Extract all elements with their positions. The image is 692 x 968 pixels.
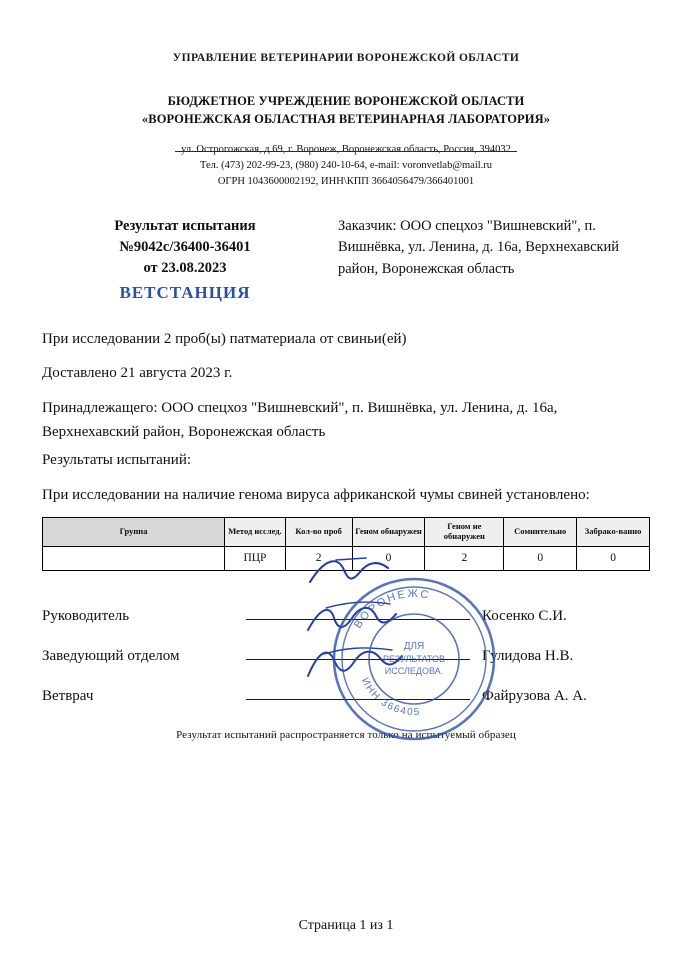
institution-line-2: «ВОРОНЕЖСКАЯ ОБЛАСТНАЯ ВЕТЕРИНАРНАЯ ЛАБОРАТОРИЯ» (141, 112, 551, 127)
registration-line: ОГРН 1043600002192, ИНН\КПП 3664056479/366401001 (217, 175, 475, 187)
address-block (42, 142, 650, 189)
table-header-row (43, 517, 650, 546)
footnote: Результат испытаний распространяется только на испытуемый образец (176, 728, 516, 741)
svg-text:ИССЛЕДОВА.: ИССЛЕДОВА. (384, 666, 444, 676)
column-header-rejected: Забрако-ванно (577, 517, 650, 546)
table-row (43, 546, 650, 570)
results-label: Результаты испытаний: (42, 452, 192, 469)
signature-name-head: Косенко С.И. (482, 607, 567, 624)
cell-method: ПЦР (225, 546, 286, 570)
cell-group (43, 546, 225, 570)
column-header-doubtful: Сомнительно (504, 517, 577, 546)
title-line-3: от 23.08.2023 (143, 259, 227, 276)
column-header-samples: Кол-во проб (285, 517, 352, 546)
owner-line: Принадлежащего: ООО спецхоз "Вишневский", п. Вишнёвка, ул. Ленина, д. 16а, Верхнехавский район, Воронежская область (42, 399, 558, 441)
signature-role-vet: Ветврач (42, 687, 94, 704)
cell-samples: 2 (285, 546, 352, 570)
address-line (181, 142, 511, 158)
body-text (42, 327, 650, 507)
authority-line: УПРАВЛЕНИЕ ВЕТЕРИНАРИИ ВОРОНЕЖСКОЙ ОБЛАСТИ (172, 52, 520, 64)
results-table (42, 517, 650, 571)
institution-line-1: БЮДЖЕТНОЕ УЧРЕЖДЕНИЕ ВОРОНЕЖСКОЙ ОБЛАСТИ (167, 94, 525, 108)
svg-text:ВОРОНЕЖС: ВОРОНЕЖС (351, 587, 432, 631)
title-block (42, 216, 328, 306)
cell-detected: 0 (352, 546, 425, 570)
sample-line: При исследовании 2 проб(ы) патматериала от свиньи(ей) (42, 331, 407, 348)
column-header-method: Метод исслед. (225, 517, 286, 546)
title-customer-row (42, 216, 650, 306)
round-official-stamp (330, 575, 498, 743)
cell-not-detected: 2 (425, 546, 504, 570)
title-line-1: Результат испытания (114, 217, 256, 234)
column-header-group: Группа (43, 517, 225, 546)
signature-role-department: Заведующий отделом (42, 647, 180, 664)
institution-block (42, 92, 650, 128)
signature-role-head: Руководитель (42, 607, 130, 624)
investigation-line: При исследовании на наличие генома вируса африканской чумы свиней установлено: (42, 486, 590, 503)
cell-doubtful: 0 (504, 546, 577, 570)
column-header-not-detected: Геном не обнаружен (425, 517, 504, 546)
title-line-2: №9042с/36400-36401 (119, 238, 251, 255)
signature-name-department: Гулидова Н.В. (482, 647, 574, 664)
signature-name-vet: Файрузова А. А. (482, 687, 587, 704)
page-number: Страница 1 из 1 (298, 918, 394, 933)
svg-text:ИНН 366405: ИНН 366405 (359, 676, 422, 719)
address-line-wrapper (42, 142, 650, 158)
svg-text:ДЛЯ: ДЛЯ (403, 641, 425, 652)
column-header-detected: Геном обнаружен (352, 517, 425, 546)
svg-text:РЕЗУЛЬТАТОВ: РЕЗУЛЬТАТОВ (382, 654, 446, 664)
vetstation-stamp-text: ВЕТСТАНЦИЯ (119, 282, 251, 302)
strikethrough-line (175, 151, 517, 152)
contacts-line: Тел. (473) 202-99-23, (980) 240-10-64, e-mail: voronvetlab@mail.ru (199, 160, 493, 171)
customer-block: Заказчик: ООО спецхоз "Вишневский", п. Вишнёвка, ул. Ленина, д. 16а, Верхнехавский район, Воронежская область (338, 217, 620, 277)
cell-rejected: 0 (577, 546, 650, 570)
delivered-line: Доставлено 21 августа 2023 г. (42, 365, 233, 382)
